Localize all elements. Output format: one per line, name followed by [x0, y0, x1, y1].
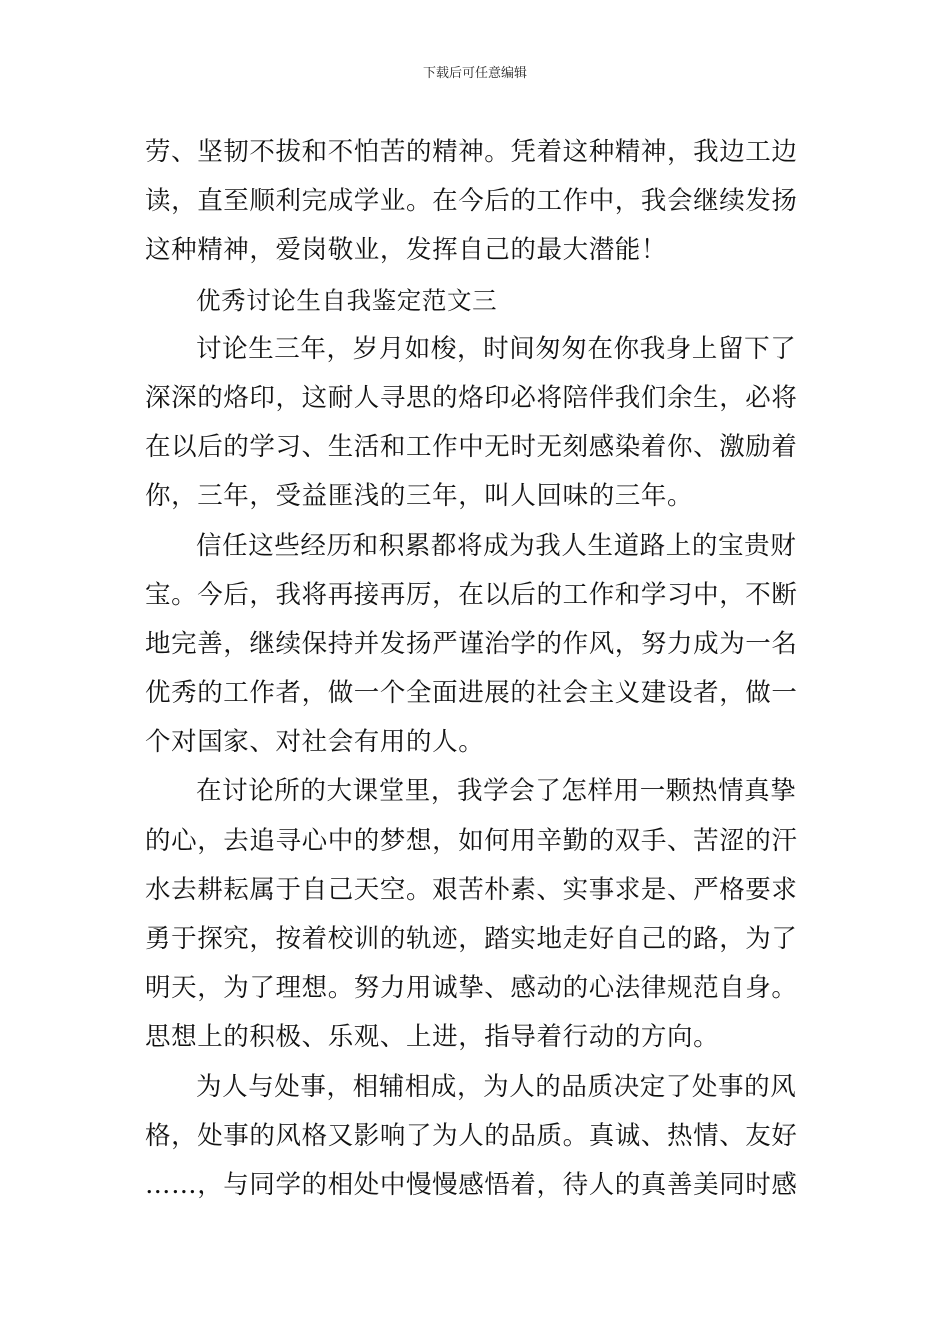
text-line: 宝。今后，我将再接再厉，在以后的工作和学习中，不断: [145, 579, 798, 610]
text-line: 的心，去追寻心中的梦想，如何用辛勤的双手、苦涩的汗: [145, 825, 798, 856]
text-line: 你，三年，受益匪浅的三年，叫人回味的三年。: [145, 481, 694, 512]
document-body: [145, 128, 810, 1210]
text-line: 这种精神，爱岗敬业，发挥自己的最大潜能！: [145, 235, 668, 266]
paragraph-first-line: 讨论生三年，岁月如梭，时间匆匆在你我身上留下了: [196, 333, 797, 364]
text-line: 深深的烙印，这耐人寻思的烙印必将陪伴我们余生，必将: [145, 382, 798, 413]
text-line: 读，直至顺利完成学业。在今后的工作中，我会继续发扬: [145, 186, 798, 217]
text-line: 在以后的学习、生活和工作中无时无刻感染着你、激励着: [145, 432, 798, 463]
text-line: 思想上的积极、乐观、上进，指导着行动的方向。: [145, 1022, 720, 1053]
section-heading: 优秀讨论生自我鉴定范文三: [196, 285, 498, 315]
text-line: 地完善，继续保持并发扬严谨治学的作风，努力成为一名: [145, 628, 798, 659]
text-line: 水去耕耘属于自己天空。艰苦朴素、实事求是、严格要求: [145, 874, 798, 905]
text-line: ……，与同学的相处中慢慢感悟着，待人的真善美同时感: [145, 1169, 798, 1200]
text-line: 明天，为了理想。努力用诚挚、感动的心法律规范自身。: [145, 973, 798, 1004]
text-line: 个对国家、对社会有用的人。: [145, 727, 485, 758]
paragraph-first-line: 信任这些经历和积累都将成为我人生道路上的宝贵财: [196, 530, 797, 561]
page-header: 下载后可任意编辑: [422, 66, 527, 81]
text-line: 格，处事的风格又影响了为人的品质。真诚、热情、友好: [145, 1120, 798, 1151]
paragraph-first-line: 为人与处事，相辅相成，为人的品质决定了处事的风: [196, 1071, 797, 1102]
text-line: 劳、坚韧不拔和不怕苦的精神。凭着这种精神，我边工边: [145, 137, 798, 167]
text-line: 优秀的工作者，做一个全面进展的社会主义建设者，做一: [145, 678, 798, 709]
paragraph-first-line: 在讨论所的大课堂里，我学会了怎样用一颗热情真挚: [196, 776, 797, 807]
text-line: 勇于探究，按着校训的轨迹，踏实地走好自己的路，为了: [145, 924, 798, 954]
